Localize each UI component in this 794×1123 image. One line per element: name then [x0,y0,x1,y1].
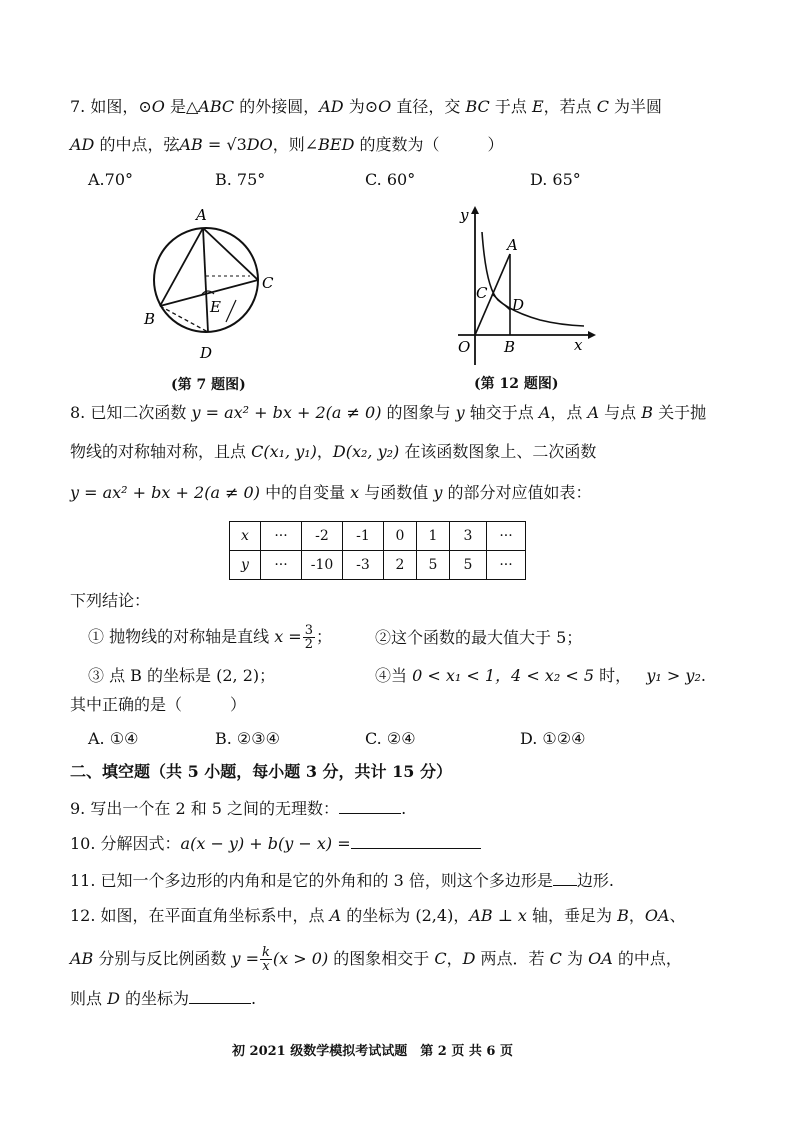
conclusion-3: ③ 点 B 的坐标是 (2, 2)； [88,666,276,685]
chord-ab [160,228,203,306]
table-cell: -2 [302,522,343,551]
table-cell: 5 [417,551,450,580]
q8-line3: y = ax² + bx + 2(a ≠ 0) 中的自变量 x 与函数值 y 的部分对应值如表： [70,483,592,502]
page-footer: 初 2021 级数学模拟考试试题 第 2 页 共 6 页 [232,1044,513,1059]
answer-blank [351,832,481,849]
table-cell: 1 [417,522,450,551]
table-cell: 3 [450,522,487,551]
label-e: E [210,298,221,316]
figure-7-caption: (第 7 题图) [171,377,246,393]
q11: 11. 已知一个多边形的内角和是它的外角和的 3 倍，则这个多边形是 边形. [70,871,614,890]
table-cell: 2 [384,551,417,580]
answer-blank [339,797,401,814]
answer-blank [189,987,251,1004]
q8-line1: 8. 已知二次函数 y = ax² + bx + 2(a ≠ 0) 的图象与 y 轴交于点 A，点 A 与点 B 关于抛 [70,403,707,422]
table-cell: ··· [487,522,526,551]
label-a: A [196,206,207,224]
q8-option-d: D. ①②④ [520,729,586,748]
table-cell: 5 [450,551,487,580]
correct-label: 其中正确的是（ ） [70,695,247,714]
q12-line1: 12. 如图，在平面直角坐标系中，点 A 的坐标为 (2,4)，AB ⊥ x 轴，垂足为 B，OA、 [70,906,686,925]
conclusion-2: ②这个函数的最大值大于 5； [375,628,583,647]
conclusion-1: ① 抛物线的对称轴是直线 x = $\frac{3}{2}$ ； [88,623,332,652]
answer-blank [553,869,577,886]
table-row [230,551,526,580]
q8-option-b: B. ②③④ [215,729,280,748]
table-cell: -3 [343,551,384,580]
q8-option-a: A. ①④ [88,729,139,748]
q12-line2: AB 分别与反比例函数 y = $\frac{k}{x}$ (x > 0) 的图象相交于 C，D 两点．若 C 为 OA 的中点， [70,945,682,974]
table-row [230,522,526,551]
table-cell: ··· [487,551,526,580]
label-y: y [460,206,469,224]
label-a: A [507,236,518,254]
x-axis-arrow [588,331,596,339]
conclusion-4: ④当 0 < x₁ < 1，4 < x₂ < 5 时， y₁ > y₂. [375,666,706,685]
diameter-ad [203,228,208,332]
q9: 9. 写出一个在 2 和 5 之间的无理数： . [70,799,407,818]
figure-12-graph [448,200,598,370]
fraction-3-2: $\frac{3}{2}$ [304,623,313,652]
q7-line1: 7. 如图，⊙O 是△ABC 的外接圆，AD 为⊙O 直径，交 BC 于点 E，若点 C 为半圆 [70,97,663,116]
label-d: D [200,344,213,362]
hyperbola-curve [482,232,584,326]
conclusions-label: 下列结论： [70,591,151,610]
q8-line2: 物线的对称轴对称，且点 C(x₁, y₁)，D(x₂, y₂) 在该函数图象上、二次函数 [70,442,597,461]
table-cell: -1 [343,522,384,551]
table-cell: ··· [261,522,302,551]
label-x: x [574,336,583,354]
figure-7-diagram [140,200,290,365]
table-cell: 0 [384,522,417,551]
label-c: C [476,284,488,302]
table-cell: -10 [302,551,343,580]
q12-line3: 则点 D 的坐标为 . [70,989,257,1008]
label-d: D [512,296,525,314]
q10: 10. 分解因式：a(x − y) + b(y − x) = [70,832,481,855]
label-o: O [458,338,471,356]
figure-12-caption: (第 12 题图) [474,376,559,392]
section-2-title: 二、填空题（共 5 小题，每小题 3 分，共计 15 分） [70,762,452,781]
label-b: B [144,310,156,328]
segment-ce [226,300,236,322]
segment-cd [492,294,510,310]
chord-bc [160,280,258,306]
q7-option-d: D. 65° [530,170,581,189]
table-cell: ··· [261,551,302,580]
table-cell: y [230,551,261,580]
label-b: B [504,338,516,356]
q7-option-c: C. 60° [365,170,416,189]
value-table [229,521,526,580]
q8-option-c: C. ②④ [365,729,416,748]
label-c: C [262,274,274,292]
y-axis-arrow [471,206,479,214]
fraction-k-x: $\frac{k}{x}$ [262,945,270,974]
q7-option-a: A.70° [88,170,133,189]
table-cell: x [230,522,261,551]
q7-line2: AD 的中点，弦AB = √3DO，则∠BED 的度数为（ ） [70,135,504,154]
chord-ac [203,228,258,280]
q7-option-b: B. 75° [215,170,266,189]
